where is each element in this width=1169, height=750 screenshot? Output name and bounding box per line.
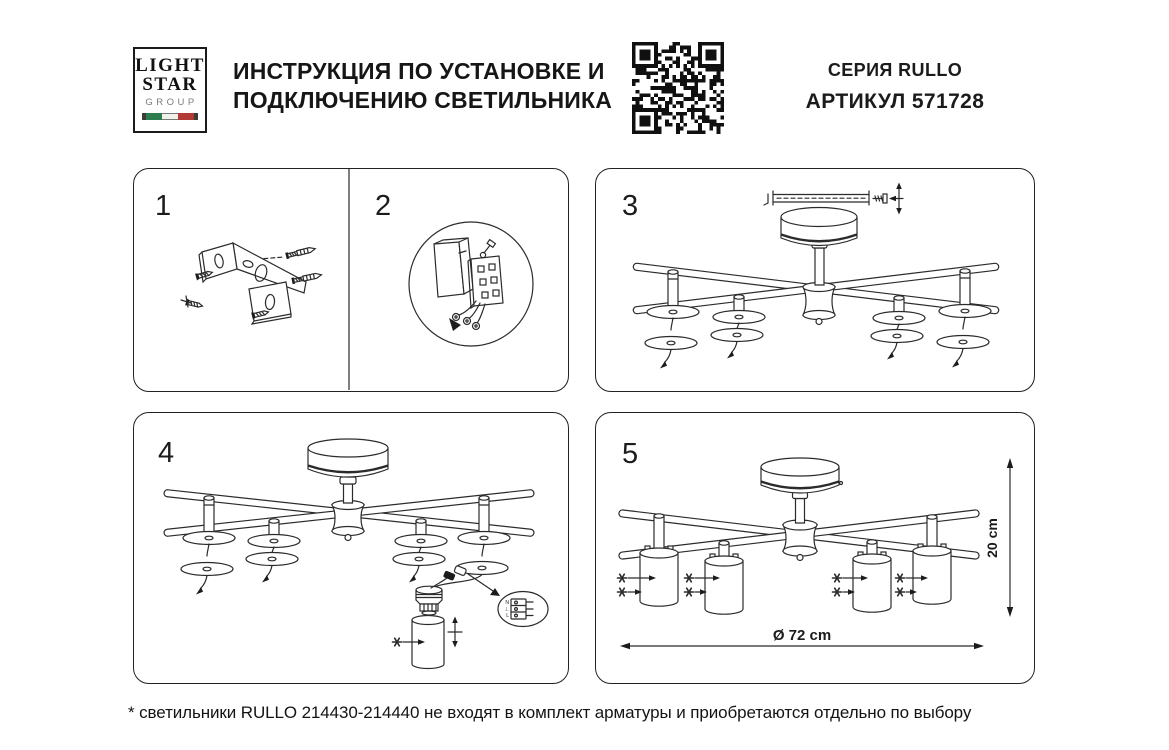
italian-flag-bar	[142, 113, 198, 120]
title-line-2: ПОДКЛЮЧЕНИЮ СВЕТИЛЬНИКА	[233, 87, 613, 113]
terminal-label-l: L	[506, 613, 509, 619]
canopy	[781, 208, 857, 246]
stem	[812, 241, 827, 285]
hub	[803, 283, 835, 325]
move-vertical-icon	[448, 617, 462, 648]
panel-step-3	[595, 168, 1035, 392]
wiring-detail	[409, 222, 533, 346]
stem	[793, 492, 808, 523]
terminal-block-icon	[468, 240, 503, 308]
step-number-5: 5	[622, 438, 639, 470]
steps-1-2-drawing	[134, 169, 567, 390]
logo-word-star: STAR	[142, 74, 198, 95]
article-label: АРТИКУЛ 571728	[805, 90, 985, 113]
terminal-label-ground: ⊥	[504, 606, 509, 613]
qr-code-icon	[632, 42, 724, 134]
lightstar-logo	[133, 47, 207, 133]
canopy	[761, 458, 843, 493]
step-number-1: 1	[155, 190, 172, 222]
canopy	[308, 439, 388, 477]
logo-word-group: GROUP	[145, 97, 198, 108]
step-number-4: 4	[158, 437, 175, 469]
page-title	[233, 57, 653, 115]
panel-step-4	[133, 412, 569, 684]
hub	[783, 520, 817, 561]
product-identifiers	[762, 60, 1028, 114]
stem	[340, 477, 356, 503]
height-dimension	[984, 458, 1013, 617]
panel-step-5	[595, 412, 1035, 684]
panel-steps-1-2	[133, 168, 569, 392]
hub	[332, 501, 364, 541]
junction-box-icon	[434, 238, 473, 297]
wire-connector	[431, 565, 467, 588]
height-dimension-label: 20 cm	[984, 518, 1000, 558]
title-line-1: ИНСТРУКЦИЯ ПО УСТАНОВКЕ И	[233, 58, 605, 84]
mounting-bracket	[199, 243, 306, 324]
diameter-dimension	[620, 627, 984, 649]
terminal-detail-callout	[468, 574, 548, 627]
mounting-bar	[764, 191, 869, 205]
diameter-dimension-label: Ø 72 cm	[772, 627, 832, 644]
footnote: * светильники RULLO 214430-214440 не входят в комплект арматуры и приобретаются отдельно по выбору	[128, 703, 972, 722]
step-number-2: 2	[375, 190, 392, 222]
step-3-drawing	[596, 169, 1033, 390]
logo-word-light: LIGHT	[135, 55, 205, 76]
step-number-3: 3	[622, 190, 639, 222]
step-4-drawing	[134, 413, 567, 682]
step-5-drawing	[596, 413, 1033, 682]
adjust-screw-icon	[873, 183, 903, 215]
terminal-label-n: N	[505, 600, 509, 606]
lamp-socket	[416, 575, 482, 616]
series-label: СЕРИЯ RULLO	[827, 60, 963, 80]
